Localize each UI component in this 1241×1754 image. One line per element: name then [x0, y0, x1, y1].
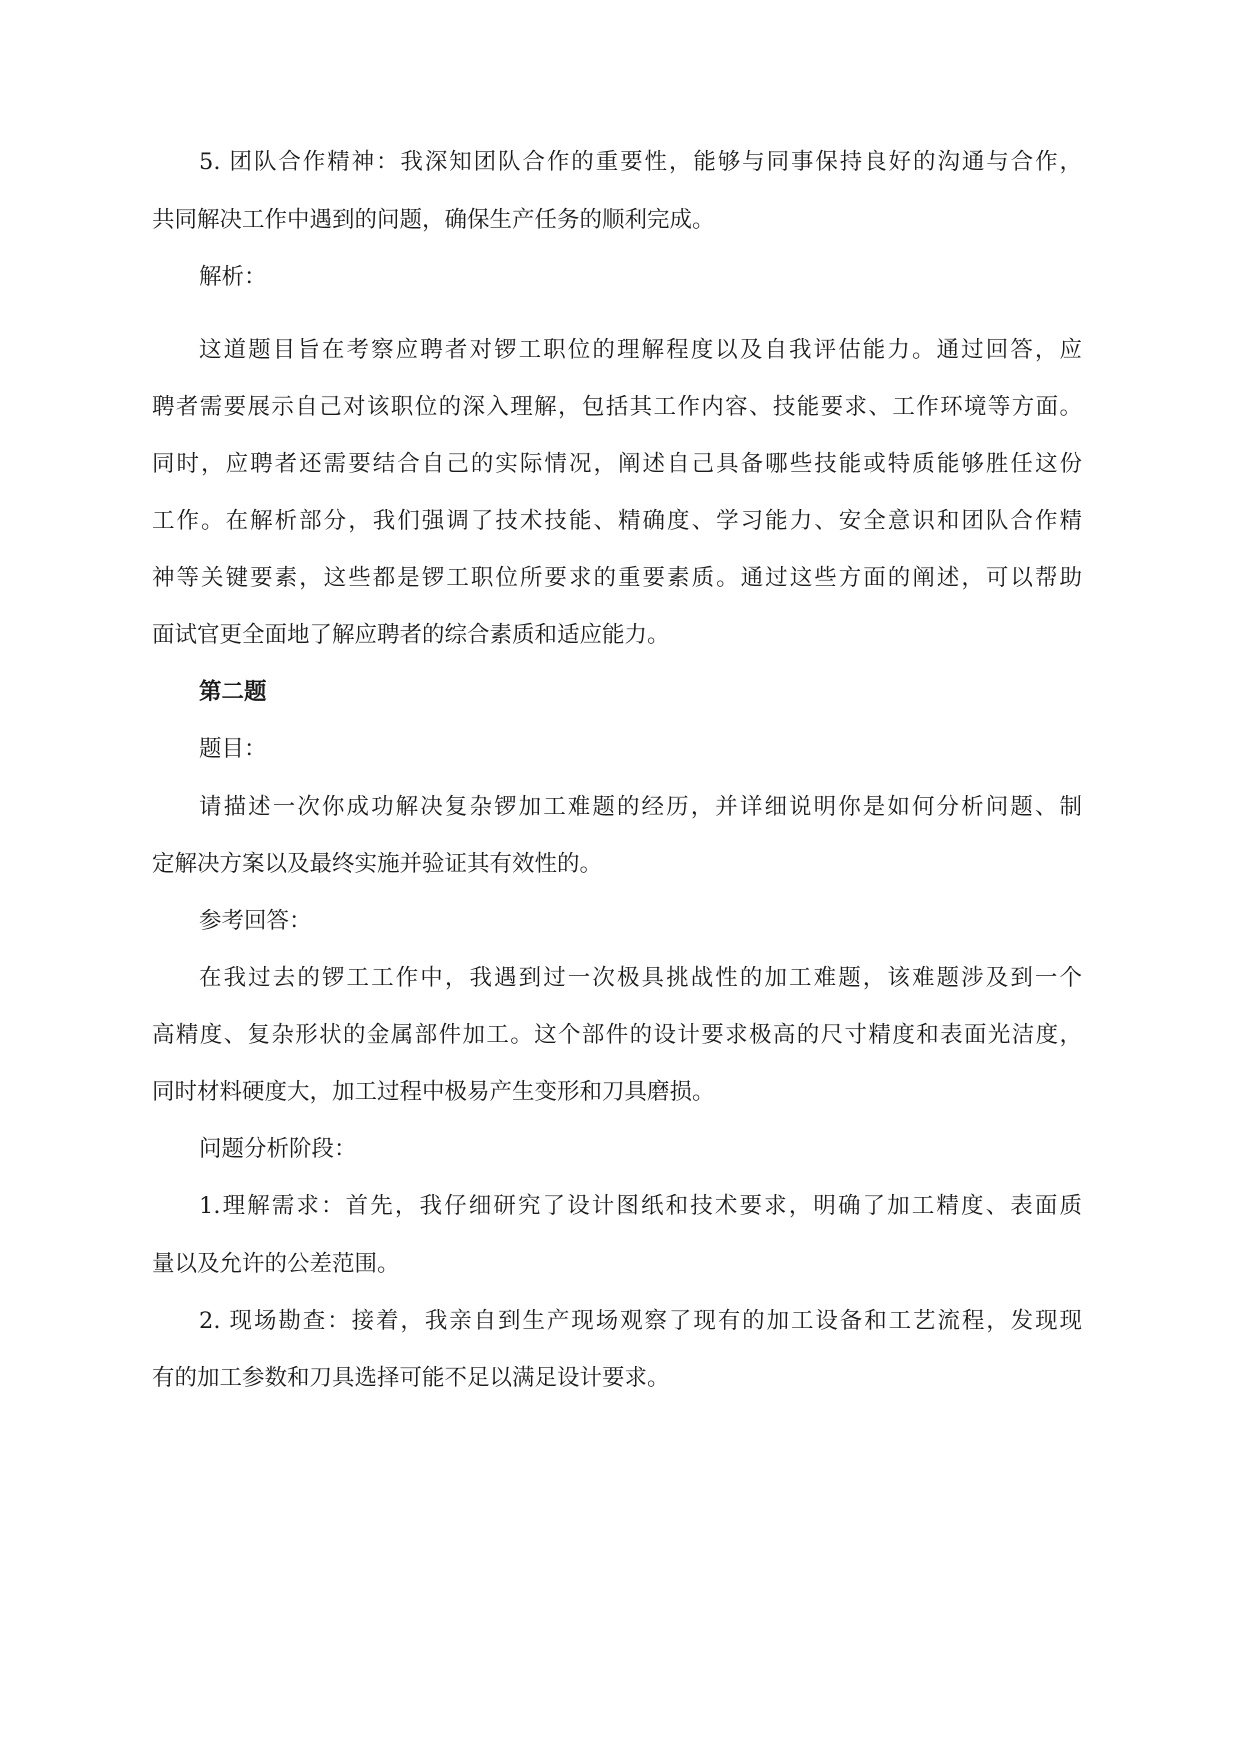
paragraph-line: 高精度、复杂形状的金属部件加工。这个部件的设计要求极高的尺寸精度和表面光洁度， — [152, 1022, 1082, 1048]
paragraph-line: 神等关键要素，这些都是锣工职位所要求的重要素质。通过这些方面的阐述，可以帮助 — [152, 565, 1082, 591]
paragraph-line: 在我过去的锣工工作中，我遇到过一次极具挑战性的加工难题，该难题涉及到一个 — [199, 965, 1082, 991]
stage-label: 问题分析阶段： — [199, 1136, 357, 1162]
paragraph-line: 面试官更全面地了解应聘者的综合素质和适应能力。 — [152, 622, 670, 648]
paragraph-line: 同时材料硬度大，加工过程中极易产生变形和刀具磨损。 — [152, 1079, 715, 1105]
paragraph-line: 5. 团队合作精神：我深知团队合作的重要性，能够与同事保持良好的沟通与合作， — [199, 149, 1082, 175]
paragraph-line: 工作。在解析部分，我们强调了技术技能、精确度、学习能力、安全意识和团队合作精 — [152, 508, 1082, 534]
paragraph-line: 量以及允许的公差范围。 — [152, 1251, 400, 1277]
paragraph-line: 同时，应聘者还需要结合自己的实际情况，阐述自己具备哪些技能或特质能够胜任这份 — [152, 451, 1082, 477]
paragraph-line: 请描述一次你成功解决复杂锣加工难题的经历，并详细说明你是如何分析问题、制 — [199, 794, 1082, 820]
section-heading: 第二题 — [199, 679, 267, 705]
paragraph-line: 有的加工参数和刀具选择可能不足以满足设计要求。 — [152, 1365, 670, 1391]
paragraph-line: 聘者需要展示自己对该职位的深入理解，包括其工作内容、技能要求、工作环境等方面。 — [152, 394, 1082, 420]
question-label: 题目： — [199, 736, 267, 762]
paragraph-line: 2. 现场勘查：接着，我亲自到生产现场观察了现有的加工设备和工艺流程，发现现 — [199, 1308, 1082, 1334]
paragraph-line: 这道题目旨在考察应聘者对锣工职位的理解程度以及自我评估能力。通过回答，应 — [199, 337, 1082, 363]
paragraph-line: 共同解决工作中遇到的问题，确保生产任务的顺利完成。 — [152, 207, 715, 233]
analysis-label: 解析： — [199, 264, 267, 290]
answer-label: 参考回答： — [199, 908, 312, 934]
paragraph-line: 1.理解需求：首先，我仔细研究了设计图纸和技术要求，明确了加工精度、表面质 — [199, 1193, 1082, 1219]
paragraph-line: 定解决方案以及最终实施并验证其有效性的。 — [152, 851, 603, 877]
